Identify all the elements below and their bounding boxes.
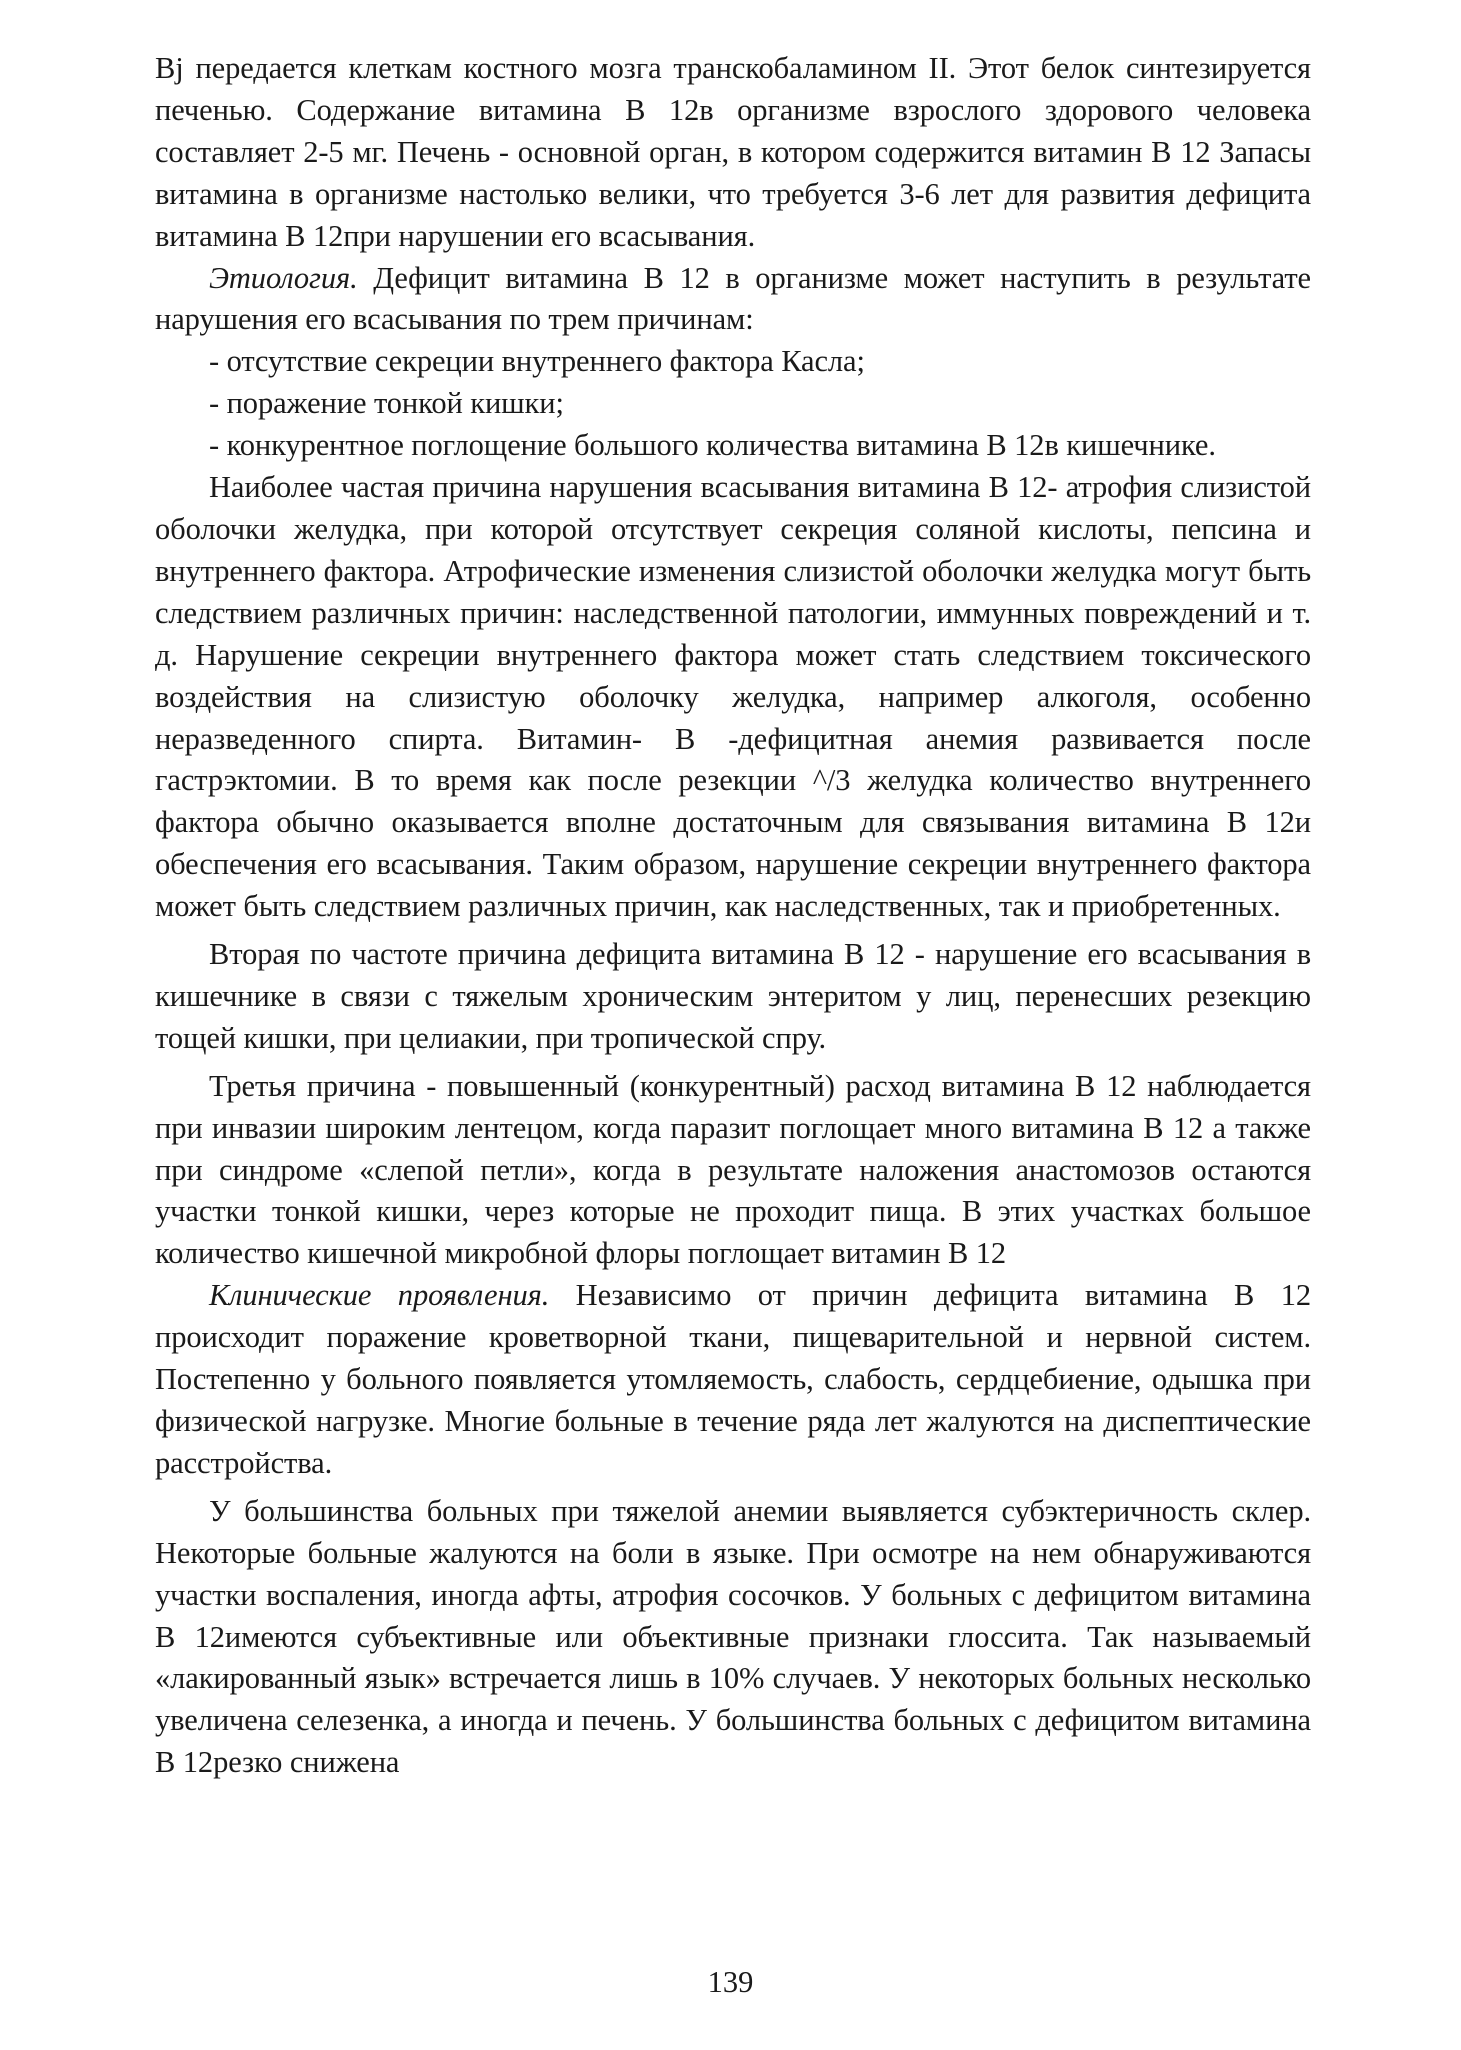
paragraph: У большинства больных при тяжелой анемии выявляется субэктеричность склер. Некоторые больные жалуются на боли в языке. При осмотре на нем обнаруживаются участки воспаления, иногда афты, атрофия сосочков. У больных с дефицитом витамина В 12имеются субъективные или объективные признаки глоссита. Так называемый «лакированный язык» встречается лишь в 10% случаев. У некоторых больных несколько увеличена селезенка, а иногда и печень. У большинства больных с дефицитом витамина В 12резко снижена <box>155 1493 1311 1780</box>
paragraph: Наиболее частая причина нарушения всасывания витамина В 12- атрофия слизистой оболочки желудка, при которой отсутствует секреция соляной кислоты, пепсина и внутреннего фактора. Атрофические изменения слизистой оболочки желудка могут быть следствием различных причин: наследственной патологии, иммунных повреждений и т. д. Нарушение секреции внутреннего фактора может стать следствием токсического воздействия на слизистую оболочку желудка, например алкоголя, особенно неразведенного спирта. Витамин- В -дефицитная анемия развивается после гастрэктомии. В то время как после резекции ^/3 желудка количество внутреннего фактора обычно оказывается вполне достаточным для связывания витамина В 12и обеспечения его всасывания. Таким образом, нарушение секреции внутреннего фактора может быть следствием различных причин, как наследственных, так и приобретенных. <box>155 470 1311 924</box>
paragraph: Вторая по частоте причина дефицита витамина В 12 - нарушение его всасывания в кишечнике в связи с тяжелым хроническим энтеритом у лиц, перенесших резекцию тощей кишки, при целиакии, при тропической спру. <box>155 937 1311 1055</box>
paragraph: Третья причина - повышенный (конкурентный) расход витамина В 12 наблюдается при инвазии широким лентецом, когда паразит поглощает много витамина В 12 а также при синдроме «слепой петли», когда в результате наложения анастомозов остаются участки тонкой кишки, через которые не проходит пища. В этих участках большое количество кишечной микробной флоры поглощает витамин В 12 <box>155 1068 1311 1271</box>
paragraph: Этиология. Дефицит витамина В 12 в организме может наступить в результате нарушения его всасывания по трем причинам: <box>155 260 1311 337</box>
body-text <box>155 48 1311 1784</box>
page-number: 139 <box>707 1965 754 1999</box>
paragraph: Bj передается клеткам костного мозга транскобаламином II. Этот белок синтезируется печенью. Содержание витамина В 12в организме взрослого здорового человека составляет 2-5 мг. Печень - основной орган, в котором содержится витамин В 12 Запасы витамина в организме настолько велики, что требуется 3-6 лет для развития дефицита витамина В 12при нарушении его всасывания. <box>155 51 1311 253</box>
section-heading: Этиология. <box>209 260 358 295</box>
section-heading: Клинические проявления. <box>209 1278 550 1313</box>
list-item: - поражение тонкой кишки; <box>209 386 564 421</box>
list-item: - конкурентное поглощение большого количества витамина В 12в кишечнике. <box>209 428 1216 463</box>
list-item: - отсутствие секреции внутреннего фактора Касла; <box>209 344 865 379</box>
paragraph: Клинические проявления. Независимо от причин дефицита витамина В 12 происходит поражение кроветворной ткани, пищеварительной и нервной систем. Постепенно у больного появляется утомляемость, слабость, сердцебиение, одышка при физической нагрузке. Многие больные в течение ряда лет жалуются на диспептические расстройства. <box>155 1278 1311 1480</box>
